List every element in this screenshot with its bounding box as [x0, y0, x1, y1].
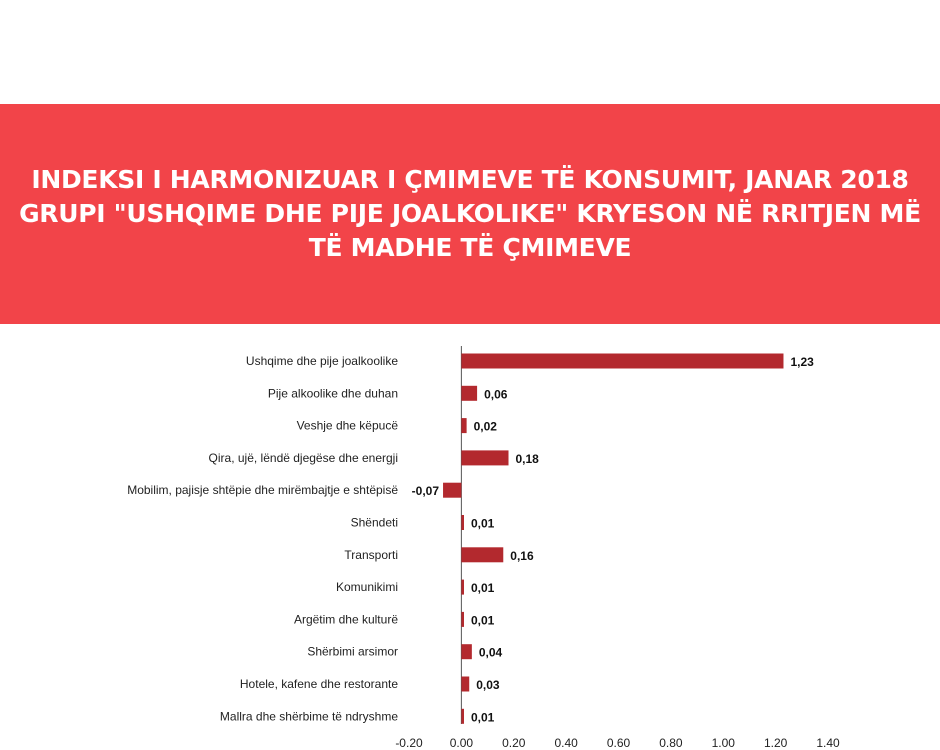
bar: [461, 450, 508, 465]
category-label: Pije alkoolike dhe duhan: [267, 386, 398, 401]
value-label: 0,04: [478, 645, 503, 660]
x-tick-label: 0.60: [606, 736, 631, 750]
bar: [461, 418, 466, 433]
bar-chart: [0, 324, 940, 750]
category-label: Mallra dhe shërbime të ndryshme: [219, 709, 398, 724]
x-tick-label: 1.20: [763, 736, 788, 750]
bar: [461, 612, 464, 627]
bar: [461, 354, 783, 369]
category-label: Transporti: [344, 547, 398, 562]
category-label: Ushqime dhe pije joalkoolike: [245, 354, 398, 368]
bar: [461, 644, 471, 659]
headline-line-1: INDEKSI I HARMONIZUAR I ÇMIMEVE TË KONSUMIT, JANAR 2018: [31, 165, 909, 194]
value-label: 0,01: [470, 710, 495, 725]
category-label: Komunikimi: [335, 580, 398, 595]
headline-line-2: GRUPI "USHQIME DHE PIJE JOALKOLIKE" KRYESON NË RRITJEN MË: [19, 199, 921, 228]
bar: [461, 709, 464, 724]
headline-line-3: TË MADHE TË ÇMIMEVE: [308, 233, 632, 262]
bar: [461, 386, 477, 401]
x-tick-label: 1.00: [711, 736, 735, 750]
headline-banner: [0, 104, 940, 324]
bar: [443, 483, 461, 498]
bar: [461, 515, 464, 530]
category-label: Qira, ujë, lëndë djegëse dhe energji: [208, 450, 398, 465]
x-tick-label: 0.80: [659, 736, 683, 750]
x-tick-label: -0.20: [395, 736, 423, 750]
bar: [461, 547, 503, 562]
category-label: Veshje dhe këpucë: [296, 418, 398, 433]
value-label: 1,23: [790, 355, 814, 369]
x-tick-label: 0.40: [554, 736, 578, 750]
value-label: 0,06: [484, 387, 508, 402]
value-label: 0,02: [473, 419, 497, 434]
category-label: Shërbimi arsimor: [307, 644, 398, 659]
value-label: 0,18: [515, 451, 539, 466]
value-label: 0,01: [470, 516, 495, 531]
value-label: 0,01: [470, 613, 495, 628]
x-tick-label: 0.00: [449, 736, 474, 750]
category-label: Shëndeti: [350, 515, 398, 530]
x-tick-label: 1.40: [816, 736, 840, 750]
category-label: Hotele, kafene dhe restorante: [239, 677, 398, 691]
bar: [461, 580, 464, 595]
category-label: Argëtim dhe kulturë: [293, 612, 398, 627]
value-label: 0,01: [470, 581, 495, 596]
bar: [461, 677, 469, 692]
value-label: 0,03: [476, 678, 500, 692]
value-label: 0,16: [510, 548, 534, 563]
value-label: -0,07: [411, 484, 440, 499]
category-label: Mobilim, pajisje shtëpie dhe mirëmbajtje e shtëpisë: [127, 483, 398, 498]
x-tick-label: 0.20: [502, 736, 526, 750]
